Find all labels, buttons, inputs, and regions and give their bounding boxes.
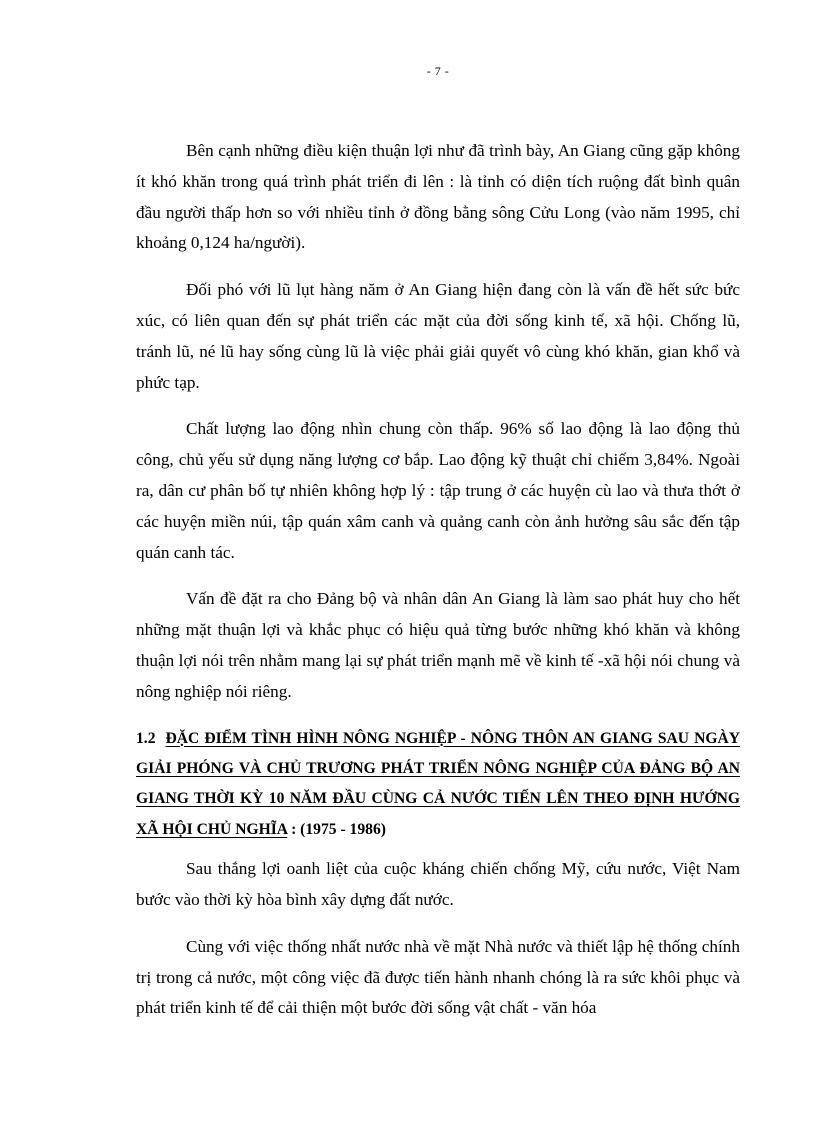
section-number: 1.2: [136, 729, 156, 747]
section-period: : (1975 - 1986): [287, 820, 386, 838]
paragraph-reunification: Cùng với việc thống nhất nước nhà về mặt Nhà nước và thiết lập hệ thống chính trị trong cả nước, một công việc đã được tiến hành nhanh chóng là ra sức khôi phục và phát triển kinh tế để cải thiện một bước đời sống vật chất - văn hóa: [136, 936, 740, 1018]
section-title: ĐẶC ĐIỂM TÌNH HÌNH NÔNG NGHIỆP - NÔNG THÔN AN GIANG SAU NGÀY GIẢI PHÓNG VÀ CHỦ TRƯƠNG PHÁT TRIỂN NÔNG NGHIỆP CỦA ĐẢNG BỘ AN GIANG THỜI KỲ 10 NĂM ĐẦU CÙNG CẢ NƯỚC TIẾN LÊN THEO ĐỊNH HƯỚNG XÃ HỘI CHỦ NGHĨA: [136, 729, 740, 838]
paragraph-task-ahead: Vấn đề đặt ra cho Đảng bộ và nhân dân An Giang là làm sao phát huy cho hết những mặt thuận lợi và khắc phục có hiệu quả từng bước những khó khăn và không thuận lợi nói trên nhằm mang lại sự phát triển mạnh mẽ về kinh tế -xã hội nói chung và nông nghiệp nói riêng.: [136, 589, 740, 701]
section-heading: [136, 724, 740, 846]
paragraph-labor-quality: Chất lượng lao động nhìn chung còn thấp. 96% số lao động là lao động thủ công, chủ yếu sử dụng năng lượng cơ bắp. Lao động kỹ thuật chỉ chiếm 3,84%. Ngoài ra, dân cư phân bố tự nhiên không hợp lý : tập trung ở các huyện cù lao và thưa thớt ở các huyện miền núi, tập quán xâm canh và quảng canh còn ảnh hưởng sâu sắc đến tập quán canh tác.: [136, 419, 740, 562]
paragraph-floods: Đối phó với lũ lụt hàng năm ở An Giang hiện đang còn là vấn đề hết sức bức xúc, có liên quan đến sự phát triển các mặt của đời sống kinh tế, xã hội. Chống lũ, tránh lũ, né lũ hay sống cùng lũ là việc phải giải quyết vô cùng khó khăn, gian khổ và phức tạp.: [136, 280, 740, 392]
paragraph-difficulties: Bên cạnh những điều kiện thuận lợi như đã trình bày, An Giang cũng gặp không ít khó khăn trong quá trình phát triển đi lên : là tỉnh có diện tích ruộng đất bình quân đầu người thấp hơn so với nhiều tỉnh ở đồng bằng sông Cửu Long (vào năm 1995, chỉ khoảng 0,124 ha/người).: [136, 141, 740, 253]
document-body: [136, 136, 740, 1040]
page-number: - 7 -: [426, 64, 450, 78]
paragraph-after-victory: Sau thắng lợi oanh liệt của cuộc kháng chiến chống Mỹ, cứu nước, Việt Nam bước vào thời kỳ hòa bình xây dựng đất nước.: [136, 859, 740, 909]
